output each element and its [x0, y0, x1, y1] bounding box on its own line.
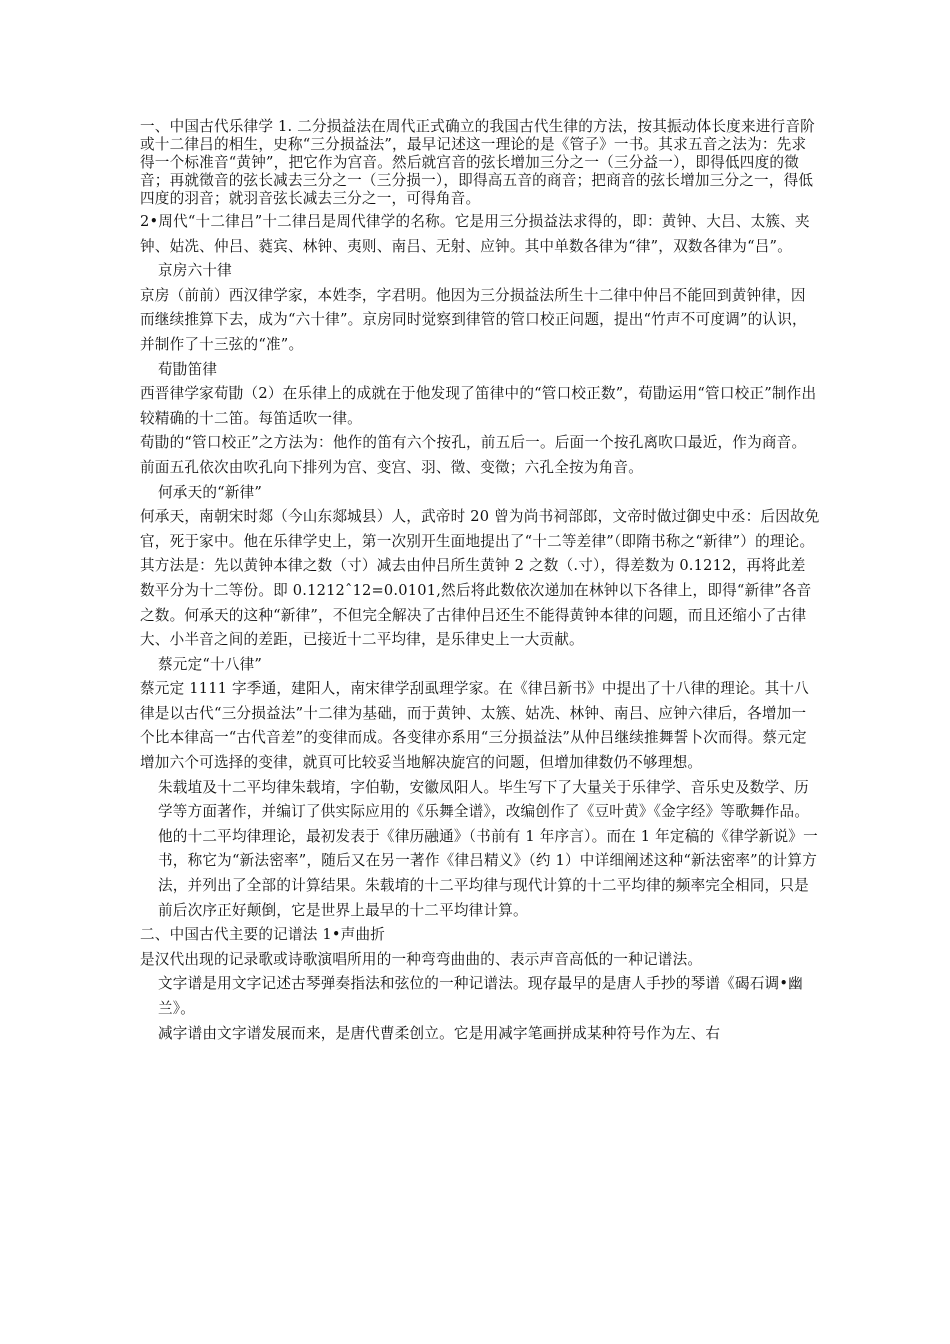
paragraph-jianzipu: 减字谱由文字谱发展而来，是唐代曹柔创立。它是用减字笔画拼成某种符号作为左、右: [158, 1024, 721, 1042]
section-1-body: [140, 210, 820, 1046]
paragraph-zhuzaiyu: 朱载埴及十二平均律朱载堉，字伯勒，安徽凤阳人。毕生写下了大量关于乐律学、音乐史及数学、历学等方面著作，并编订了供实际应用的《乐舞全谱》，改编创作了《豆叶黄》《金字经》等歌舞作品。他的十二平均律理论，最初发表于《律历融通》（书前有 1 年序言）。而在 1 年定稿的《律学新说》一书，称它为“新法密率”，随后又在另一著作《律吕精义》（约 1）中详细阐述这种“新法密率”的计算方法，并列出了全部的计算结果。朱载堉的十二平均律与现代计算的十二平均律的频率完全相同，只是前后次序正好颠倒，它是世界上最早的十二平均律计算。: [158, 778, 818, 919]
paragraph-caiyuanding: 蔡元定 1111 字季通，建阳人，南宋律学刮虱理学家。在《律吕新书》中提出了十八律的理论。其十八律是以古代“三分损益法”十二律为基础，而于黄钟、太簇、姑冼、林钟、南吕、应钟六律后，各增加一个比本律高一“古代音差”的变律而成。各变律亦系用“三分损益法”从仲吕继续推舞誓卜次而得。蔡元定增加六个可选择的变律，就頁可比较妥当地解决旋宫的问题，但增加律数仍不够理想。: [140, 680, 809, 772]
heading-section-2: 二、中国古代主要的记谱法 1•声曲折: [140, 926, 386, 944]
heading-caiyuanding: 蔡元定“十八律”: [158, 655, 263, 673]
paragraph-xunxu-2: 荀勖的“管口校正”之方法为：他作的笛有六个按孔，前五后一。后面一个按孔离吹口最近，作为商音。前面五孔依次由吹孔向下排列为宫、变宫、羽、徵、变徵；六孔全按为角音。: [140, 434, 807, 476]
heading-jingfang: 京房六十律: [158, 262, 232, 280]
paragraph-shier-lvlv: 2•周代“十二律吕”十二律吕是周代律学的名称。它是用三分损益法求得的，即：黄钟、大吕、太簇、夹钟、姑冼、仲吕、蕤宾、林钟、夷则、南吕、无射、应钟。其中单数各律为“律”，双数各律为“吕”。: [140, 213, 810, 255]
paragraph-shengquzhe: 是汉代出现的记录歌或诗歌演唱所用的一种弯弯曲曲的、表示声音高低的一种记谱法。: [140, 950, 703, 968]
paragraph-jingfang: 京房（前前）西汉律学家，本姓李，字君明。他因为三分损益法所生十二律中仲吕不能回到黄钟律，因而继续推算下去，成为“六十律”。京房同时觉察到律管的管口校正问题，提出“竹声不可度调”的认识，并制作了十三弦的“准”。: [140, 286, 807, 353]
paragraph-wenzipu: 文字谱是用文字记述古琴弹奏指法和弦位的一种记谱法。现存最早的是唐人手抄的琴谱《碣石调•幽兰》。: [158, 975, 803, 1017]
heading-xunxu: 荀勖笛律: [158, 360, 218, 378]
document-body: [140, 118, 820, 1046]
paragraph-xunxu-1: 西晋律学家荀勖（2）在乐律上的成就在于他发现了笛律中的“管口校正数”，荀勖运用“管口校正”制作出较精确的十二笛。每笛适吹一律。: [140, 385, 817, 427]
heading-hechengtian: 何承天的“新律”: [158, 483, 263, 501]
paragraph-sanfen-sunyi: 一、中国古代乐律学 1. 二分损益法在周代正式确立的我国古代生律的方法，按其振动体长度来进行音阶或十二律吕的相生，史称“三分损益法”，最早记述这一理论的是《管子》一书。其求五音之法为：先求得一个标准音“黄钟”，把它作为宫音。然后就宫音的弦长增加三分之一（三分益一），即得低四度的徵音；再就徵音的弦长减去三分之一（三分损一），即得高五音的商音；把商音的弦长增加三分之一，得低四度的羽音；就羽音弦长减去三分之一，可得角音。: [140, 118, 815, 207]
section-1-intro: [140, 118, 820, 208]
paragraph-hechengtian: 何承天，南朝宋时郯（今山东郯城县）人，武帝时 20 曾为尚书祠部郎，文帝时做过御史中丞：后因故免官，死于家中。他在乐律学史上，第一次别开生面地提出了“十二等差律”（即隋书称之“新律”）的理论。其方法是：先以黄钟本律之数（寸）减去由仲吕所生黄钟 2 之数（.寸），得差数为 0.1212，再将此差数平分为十二等份。即 0.1212ˆ12=0.0101,然后将此数依次递加在林钟以下各律上，即得“新律”各音之数。何承天的这种“新律”，不但完全解决了古律仲吕还生不能得黄钟本律的问题，而且还缩小了古律大、小半音之间的差距，已接近十二平均律，是乐律史上一大贡献。: [140, 508, 820, 649]
